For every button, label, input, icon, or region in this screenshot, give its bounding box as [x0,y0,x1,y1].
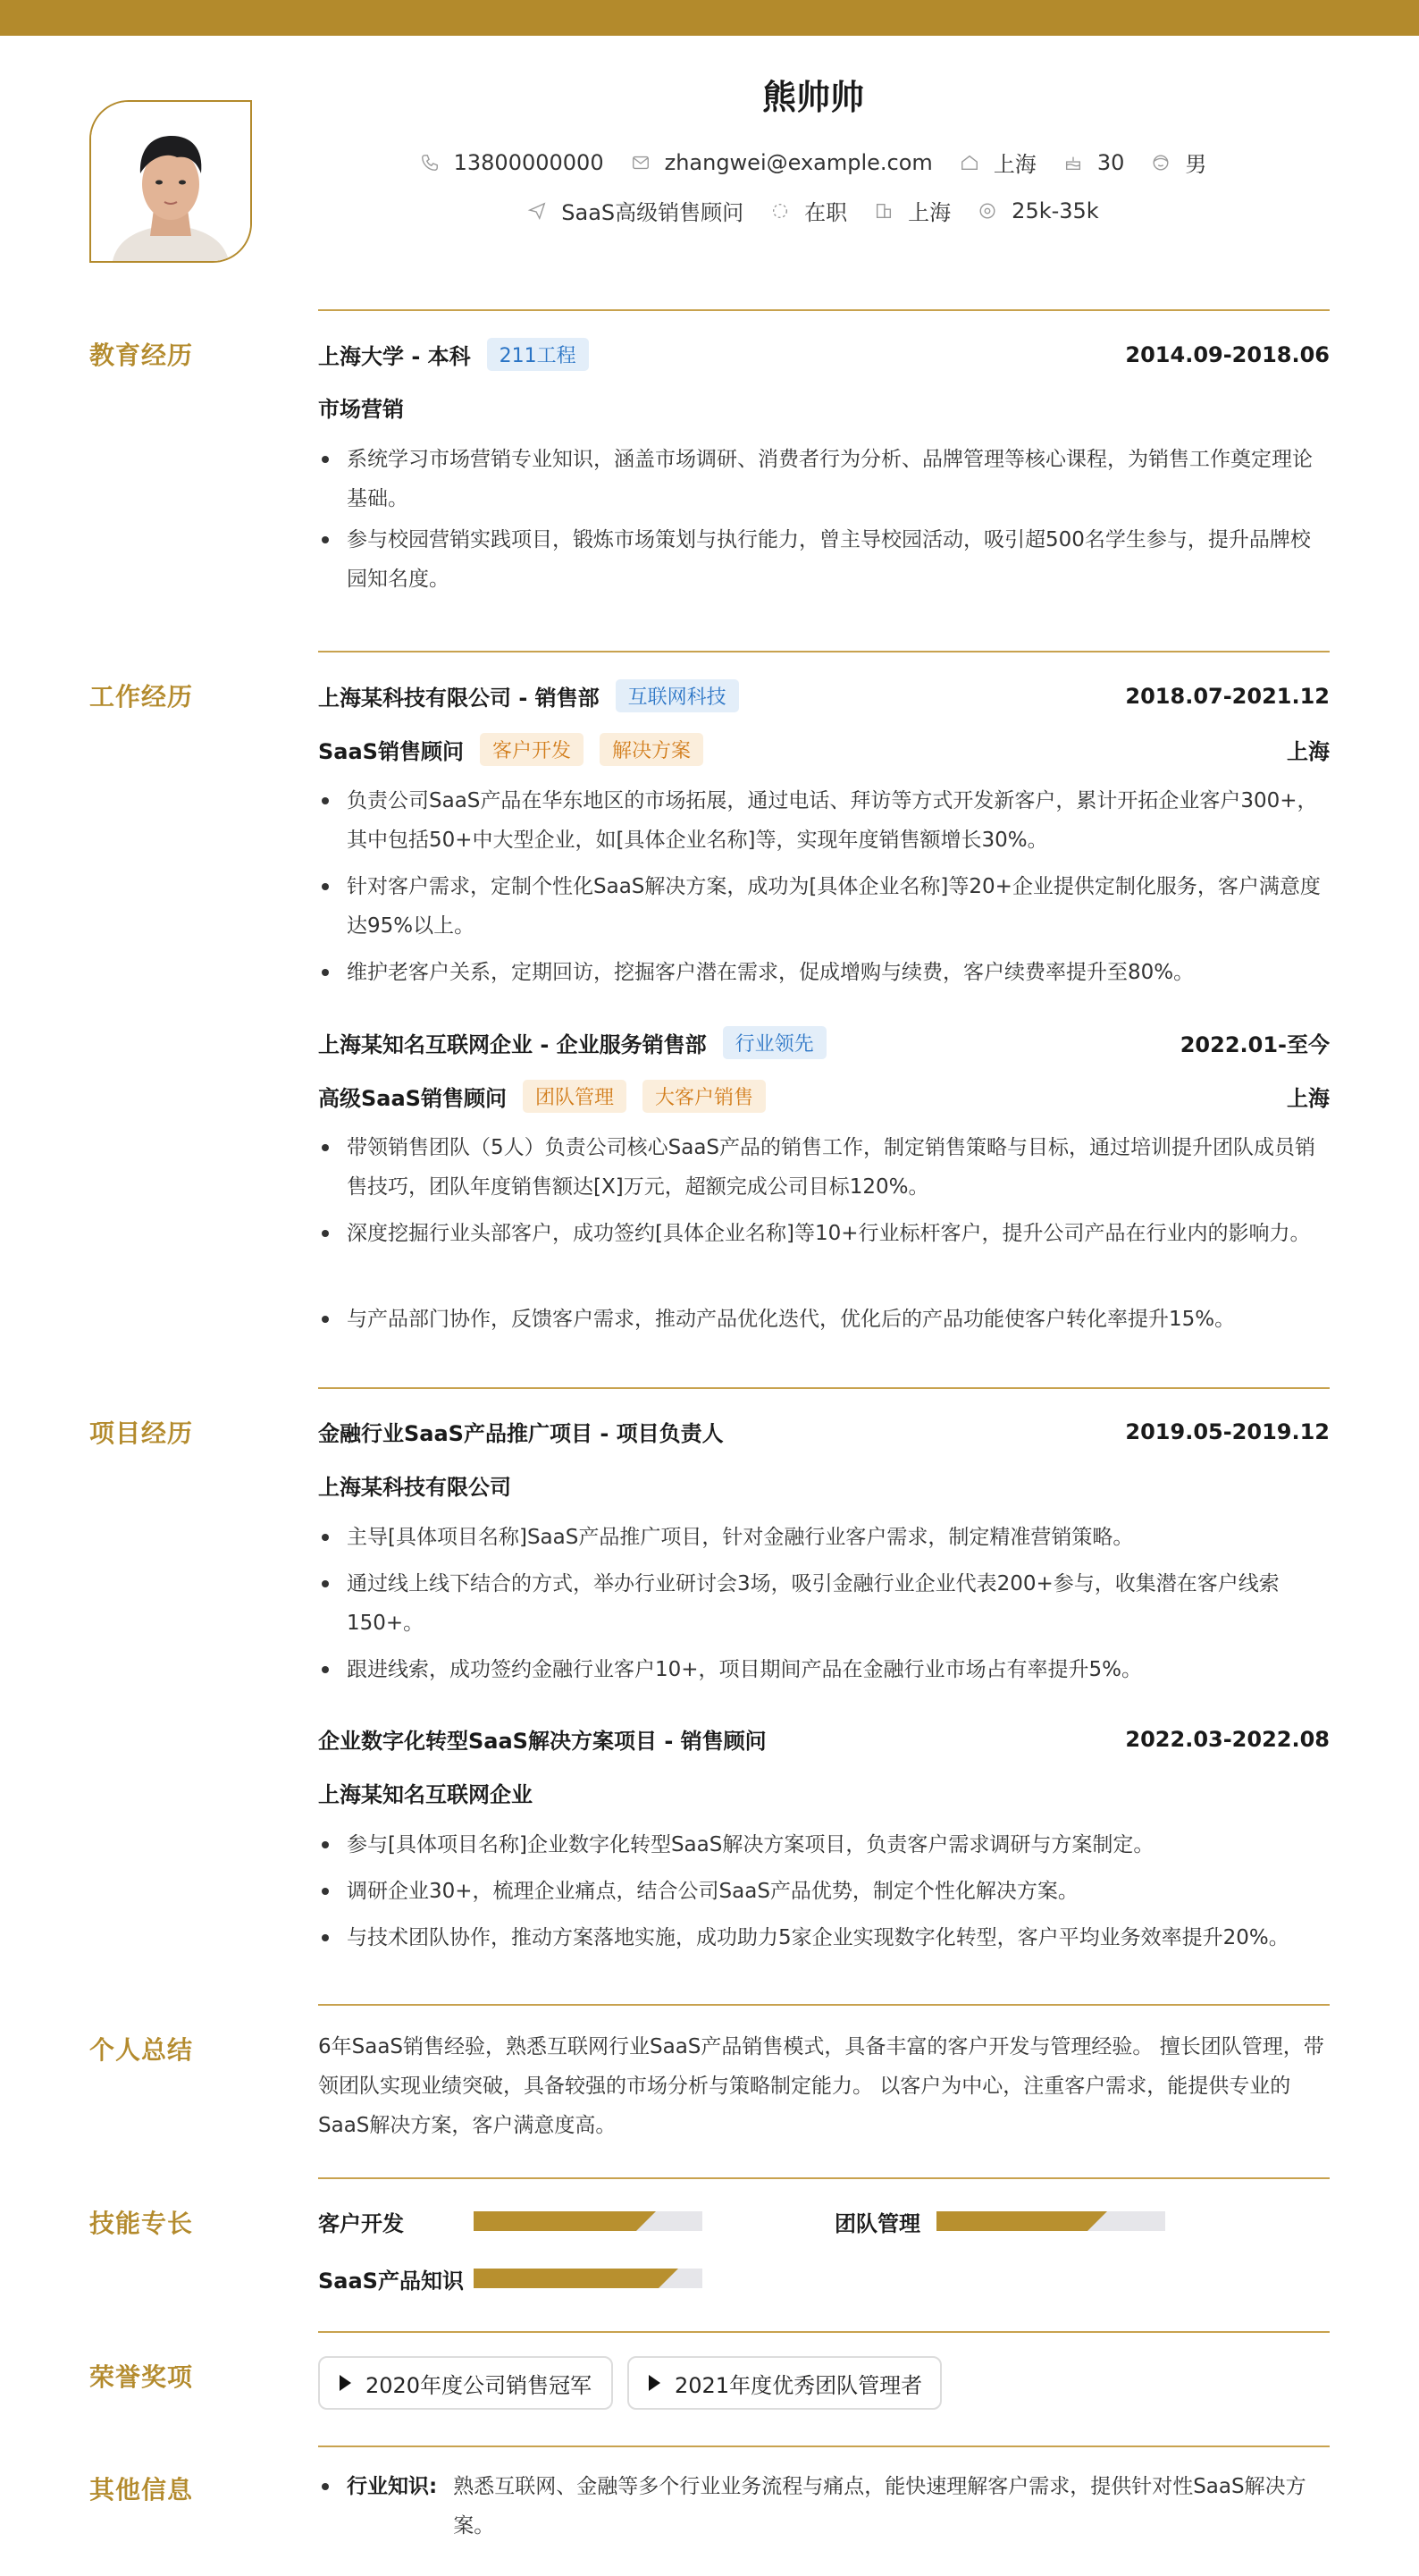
job-role: SaaS销售顾问 [318,739,464,764]
candidate-name: 熊帅帅 [761,78,864,117]
major-name: 市场营销 [318,397,404,422]
list-item: 主导[具体项目名称]SaaS产品推广项目，针对金融行业客户需求，制定精准营销策略。 [318,1518,1330,1557]
work-heading: 工作经历 [89,682,194,711]
list-item: 针对客户需求，定制个性化SaaS解决方案，成功为[具体企业名称]等20+企业提供定制化服务，客户满意度达95%以上。 [318,867,1330,946]
list-item: 系统学习市场营销专业知识，涵盖市场调研、消费者行为分析、品牌管理等核心课程，为销售工作奠定理论基础。 [318,440,1330,518]
education-date: 2014.09-2018.06 [1125,341,1330,367]
job-role: 高级SaaS销售顾问 [318,1086,507,1111]
education-divider [318,309,1330,311]
list-item [318,2467,1330,2546]
building-icon [874,201,894,221]
skill-bar [474,2269,702,2288]
home-icon [960,153,979,173]
skill-item [835,2206,1299,2236]
role-tag: 团队管理 [523,1080,626,1113]
company-tag: 互联网科技 [616,679,739,712]
salary-info [978,198,1099,223]
face-icon [1151,153,1171,173]
job-date: 2022.01-至今 [1180,1032,1330,1057]
project-date: 2019.05-2019.12 [1125,1418,1330,1444]
job-date: 2018.07-2021.12 [1125,683,1330,709]
project-header-row [318,1723,1330,1755]
email-text: zhangwei@example.com [664,149,933,175]
list-item: 与技术团队协作，推动方案落地实施，成功助力5家企业实现数字化转型，客户平均业务效率提升20%。 [318,1918,1330,1957]
other-label: 行业知识: [347,2475,438,2498]
city-info [874,195,951,226]
projects-divider [318,1387,1330,1389]
salary-text: 25k-35k [1012,198,1099,223]
age-text: 30 [1096,149,1125,175]
coin-icon [978,201,997,221]
phone-text: 13800000000 [453,149,604,175]
job-role-row [318,1080,1330,1113]
school-tag: 211工程 [487,338,589,371]
role-tag: 客户开发 [480,733,584,766]
skill-item [318,2206,783,2236]
status-info [770,195,847,226]
project-org: 上海某知名互联网企业 [318,1782,533,1807]
project-name: 企业数字化转型SaaS解决方案项目 - 销售顾问 [318,1729,767,1754]
position-info [527,195,743,226]
role-tag: 大客户销售 [642,1080,766,1113]
list-item: 参与校园营销实践项目，锻炼市场策划与执行能力，曾主导校园活动，吸引超500名学生参与，提升品牌校园知名度。 [318,520,1330,599]
list-item: 参与[具体项目名称]企业数字化转型SaaS解决方案项目，负责客户需求调研与方案制定。 [318,1825,1330,1865]
honor-chip[interactable] [318,2356,613,2410]
list-item: 通过线上线下结合的方式，举办行业研讨会3场，吸引金融行业企业代表200+参与，收集潜在客户线索150+。 [318,1564,1330,1643]
project-date: 2022.03-2022.08 [1125,1726,1330,1752]
education-header-row [318,338,1330,371]
mail-icon [631,153,651,173]
honor-chip[interactable] [627,2356,942,2410]
phone-icon [420,153,440,173]
skill-bar-fill [474,2211,636,2231]
honor-label: 2020年度公司销售冠军 [365,2372,592,2398]
other-heading: 其他信息 [89,2475,194,2504]
skills-heading: 技能专长 [89,2209,194,2238]
skills-divider [318,2177,1330,2179]
summary-heading: 个人总结 [89,2035,194,2065]
cake-icon [1063,153,1083,173]
honor-label: 2021年度优秀团队管理者 [675,2372,923,2398]
loading-icon [770,201,790,221]
list-item: 深度挖掘行业头部客户，成功签约[具体企业名称]等10+行业标杆客户，提升公司产品在行业内的影响力。 [318,1214,1330,1253]
project-org: 上海某科技有限公司 [318,1475,511,1500]
send-icon [527,201,547,221]
company-tag: 行业领先 [723,1026,827,1059]
city-text: 上海 [908,200,952,225]
email-info [631,150,933,175]
job-city: 上海 [1287,739,1330,764]
education-heading: 教育经历 [89,341,194,370]
gender-info [1151,147,1206,178]
summary-divider [318,2004,1330,2006]
company-name: 上海某科技有限公司 - 销售部 [318,686,600,711]
summary-text: 6年SaaS销售经验，熟悉互联网行业SaaS产品销售模式，具备丰富的客户开发与管理经验。 擅长团队管理，带领团队实现业绩突破，具备较强的市场分析与策略制定能力。 以客户为中心，注重客户需求，能提供专业的SaaS解决方案，客户满意度高。 [318,2035,1324,2137]
job-intent-row [248,195,1378,226]
status-text: 在职 [804,200,848,225]
school-name: 上海大学 - 本科 [318,344,471,369]
honors-heading: 荣誉奖项 [89,2362,194,2392]
list-item: 与产品部门协作，反馈客户需求，推动产品优化迭代，优化后的产品功能使客户转化率提升15%。 [318,1300,1330,1339]
skill-item [318,2263,783,2294]
honors-divider [318,2331,1330,2333]
position-text: SaaS高级销售顾问 [561,200,744,225]
skill-label: 客户开发 [318,2210,404,2236]
avatar-portrait [91,102,250,261]
list-item: 跟进线索，成功签约金融行业客户10+，项目期间产品在金融行业市场占有率提升5%。 [318,1650,1330,1689]
skill-bar-fill [936,2211,1087,2231]
skill-label: 团队管理 [835,2210,920,2236]
skill-label: SaaS产品知识 [318,2268,464,2294]
gender-text: 男 [1185,152,1207,177]
list-item: 带领销售团队（5人）负责公司核心SaaS产品的销售工作，制定销售策略与目标，通过培训提升团队成员销售技巧，团队年度销售额达[X]万元，超额完成公司目标120%。 [318,1128,1330,1207]
list-item: 负责公司SaaS产品在华东地区的市场拓展，通过电话、拜访等方式开发新客户，累计开拓企业客户300+，其中包括50+中大型企业，如[具体企业名称]等，实现年度销售额增长30%。 [318,781,1330,860]
job-header-row [318,679,1330,712]
phone-info [420,150,604,175]
company-name: 上海某知名互联网企业 - 企业服务销售部 [318,1032,707,1057]
other-divider [318,2446,1330,2447]
top-accent-bar [0,0,1419,36]
project-name: 金融行业SaaS产品推广项目 - 项目负责人 [318,1421,724,1446]
skill-bar [474,2211,702,2231]
play-triangle-icon [649,2375,660,2391]
role-tag: 解决方案 [600,733,703,766]
play-triangle-icon [340,2375,351,2391]
project-org-row [318,1777,1330,1808]
list-item: 维护老客户关系，定期回访，挖掘客户潜在需求，促成增购与续费，客户续费率提升至80%。 [318,953,1330,992]
location-text: 上海 [993,152,1037,177]
project-header-row [318,1416,1330,1447]
work-divider [318,651,1330,652]
project-org-row [318,1469,1330,1501]
projects-heading: 项目经历 [89,1418,194,1448]
job-role-row [318,733,1330,766]
skill-bar-fill [474,2269,659,2288]
age-info [1063,150,1125,175]
major-row [318,391,1330,423]
skill-bar [936,2211,1165,2231]
location-info [960,147,1037,178]
other-text: 熟悉互联网、金融等多个行业业务流程与痛点，能快速理解客户需求，提供针对性SaaS解决方案。 [453,2475,1306,2538]
list-item: 调研企业30+，梳理企业痛点，结合公司SaaS产品优势，制定个性化解决方案。 [318,1872,1330,1911]
contact-info-row [248,147,1378,178]
job-header-row [318,1026,1330,1059]
job-city: 上海 [1287,1086,1330,1111]
avatar [89,100,252,263]
